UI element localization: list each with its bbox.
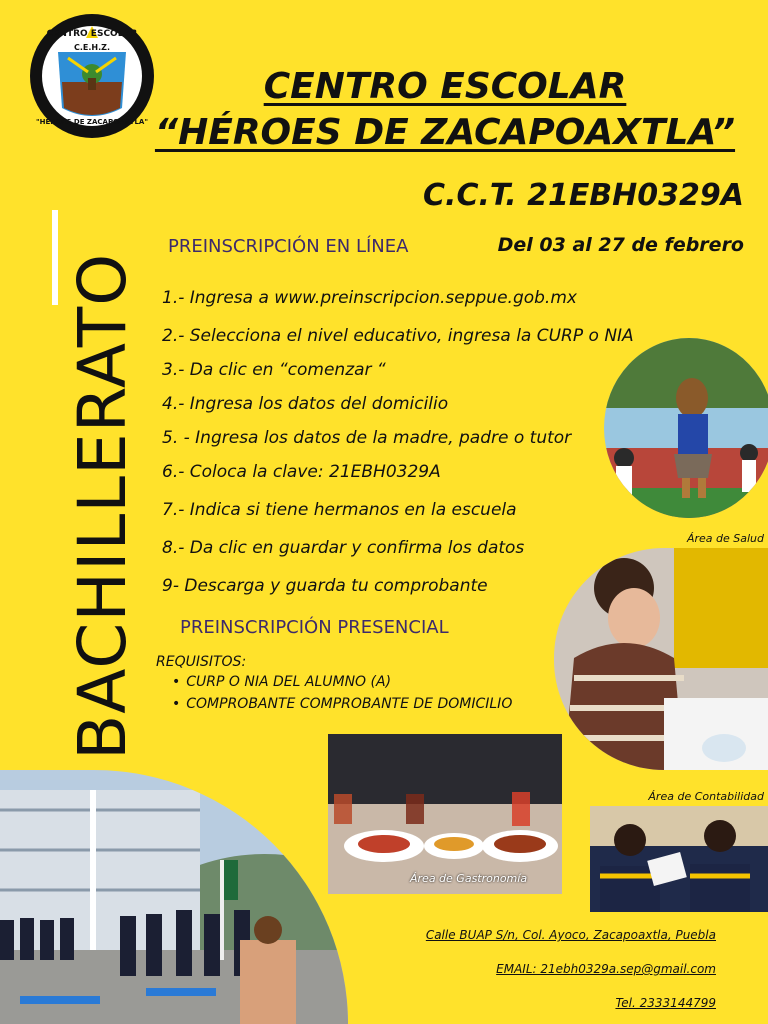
contact-address: Calle BUAP S/n, Col. Ayoco, Zacapoaxtla, Puebla <box>425 928 716 942</box>
requirement-item: • CURP O NIA DEL ALUMNO (A) <box>172 674 391 690</box>
step-1: 1.- Ingresa a www.preinscripcion.seppue.gob.mx <box>162 288 577 308</box>
logo-center-text: C.E.H.Z. <box>74 43 110 52</box>
step-9: 9- Descarga y guarda tu comprobante <box>162 576 488 596</box>
date-range: Del 03 al 27 de febrero <box>497 234 744 256</box>
caption-accounting: Área de Contabilidad <box>648 790 764 803</box>
contact-email[interactable]: EMAIL: 21ebh0329a.sep@gmail.com <box>496 962 716 976</box>
accounting-area-photo <box>590 806 768 912</box>
contact-phone[interactable]: Tel. 2333144799 <box>615 996 716 1010</box>
step-6: 6.- Coloca la clave: 21EBH0329A <box>162 462 441 482</box>
online-heading: PREINSCRIPCIÓN EN LÍNEA <box>168 236 409 257</box>
vertical-accent-bar <box>52 210 58 305</box>
health-area-photo <box>554 548 768 770</box>
logo-bottom-text: "HÉROES DE ZACAPOAXTLA" <box>36 118 148 126</box>
caption-gastronomy: Área de Gastronomía <box>410 872 528 885</box>
step-8: 8.- Da clic en guardar y confirma los datos <box>162 538 525 558</box>
cct-code: C.C.T. 21EBH0329A <box>423 178 744 213</box>
gastronomy-area-photo <box>328 734 562 894</box>
vertical-label: BACHILLERATO <box>64 252 141 760</box>
step-7: 7.- Indica si tiene hermanos en la escuela <box>162 500 517 520</box>
mascot-photo <box>604 338 768 518</box>
step-5: 5. - Ingresa los datos de la madre, padre o tutor <box>162 428 572 448</box>
requirements-title: REQUISITOS: <box>156 654 247 670</box>
presencial-heading: PREINSCRIPCIÓN PRESENCIAL <box>180 617 449 638</box>
school-building-photo <box>0 770 348 1024</box>
title-line-1: CENTRO ESCOLAR <box>263 66 627 107</box>
title-line-2: “HÉROES DE ZACAPOAXTLA” <box>154 112 736 153</box>
caption-health: Área de Salud <box>686 532 764 545</box>
step-4: 4.- Ingresa los datos del domicilio <box>162 394 449 414</box>
step-2: 2.- Selecciona el nivel educativo, ingresa la CURP o NIA <box>162 326 634 346</box>
logo-top-text: CENTRO ESCOLAR <box>46 29 138 39</box>
step-3: 3.- Da clic en “comenzar “ <box>162 360 386 380</box>
requirement-item: • COMPROBANTE COMPROBANTE DE DOMICILIO <box>172 696 512 712</box>
